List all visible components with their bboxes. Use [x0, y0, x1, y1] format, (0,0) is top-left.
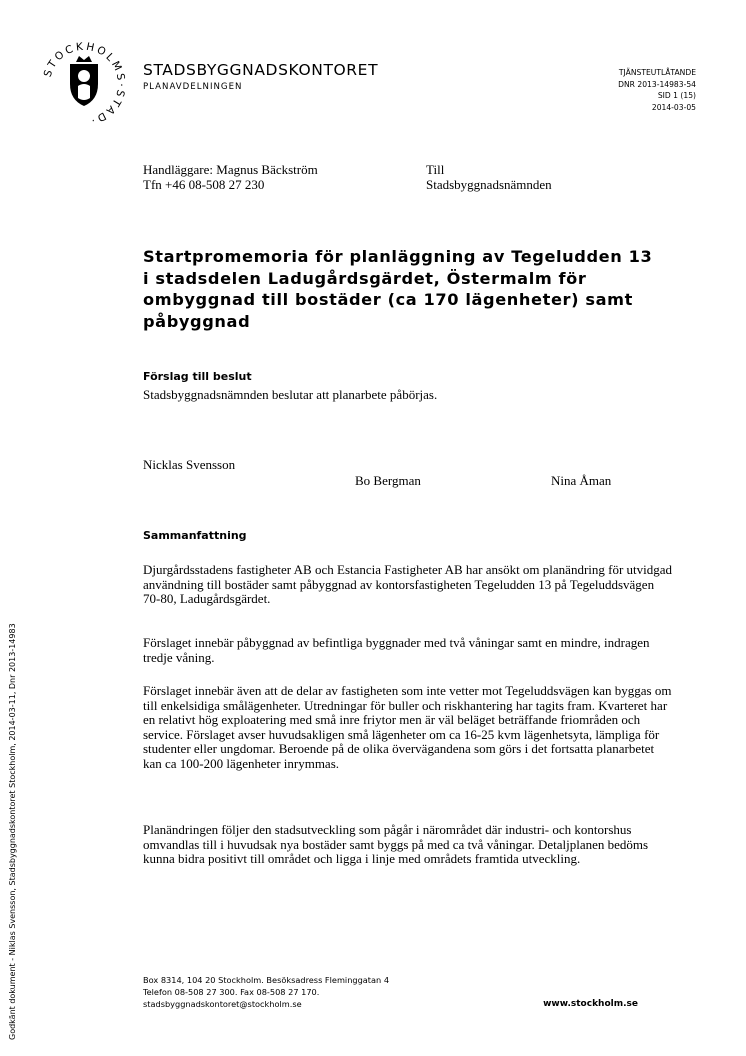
footer-phone-line: Telefon 08-508 27 300. Fax 08-508 27 170.: [143, 986, 320, 997]
page-number: SID 1 (15): [657, 91, 696, 100]
approval-note: Godkänt dokument - Niklas Svensson, Stadsbyggnadskontoret Stockholm, 2014-03-11, Dnr 2013-14983: [8, 623, 17, 1040]
document-title: Startpromemoria för planläggning av Tegeludden 13 i stadsdelen Ladugårdsgärdet, Östermalm för ombyggnad till bostäder (ca 170 lägenheter) samt påbyggnad: [143, 247, 653, 331]
office-name: STADSBYGGNADSKONTORET: [143, 61, 379, 79]
summary-paragraph: Förslaget innebär även att de delar av fastigheten som inte vetter mot Tegeluddsvägen kan byggas om till enkelsidiga smålägenheter. Utredningar för buller och riskhantering har tagits fram. Kvarteret har en relativt hög exploatering med små inre friytor men är väl beläget beträffande friområden och service. Förslaget avser huvudsakligen små lägenheter om ca 16-25 kvm lägenhetsyta, lämpliga för studenter eller ungdomar. Beroende på de olika övervägandena som görs i det fortsatta planarbetet kan ca 100-200 lägenheter inrymmas.: [143, 683, 672, 771]
stockholm-stad-logo: [40, 34, 128, 126]
decision-text: Stadsbyggnadsnämnden beslutar att planarbete påbörjas.: [143, 387, 438, 402]
doc-type: TJÄNSTEUTLÅTANDE: [618, 68, 696, 77]
footer-email: stadsbyggnadskontoret@stockholm.se: [143, 998, 302, 1009]
summary-paragraph: Förslaget innebär påbyggnad av befintliga byggnader med två våningar samt en mindre, indragen tredje våning.: [143, 635, 650, 665]
department-name: PLANAVDELNINGEN: [143, 82, 243, 92]
svg-text:STOCKHOLMS·STAD·: STOCKHOLMS·STAD·: [41, 40, 128, 126]
footer-address-line: Box 8314, 104 20 Stockholm. Besöksadress Fleminggatan 4: [143, 975, 390, 985]
signature-name: Bo Bergman: [355, 473, 421, 488]
summary-paragraph: Djurgårdsstadens fastigheter AB och Estancia Fastigheter AB har ansökt om planändring för utvidgad användning till bostäder samt påbyggnad av kontorsfastigheten Tegeludden 13 på Tegeluddsvägen 70-80, Ladugårdsgärdet.: [143, 562, 673, 607]
signature-name: Nina Åman: [551, 473, 612, 488]
decision-heading: Förslag till beslut: [143, 370, 252, 383]
handler-phone: Tfn +46 08-508 27 230: [143, 177, 265, 192]
handler: Handläggare: Magnus Bäckström: [143, 162, 318, 177]
signature-name: Nicklas Svensson: [143, 457, 236, 472]
dnr-number: DNR 2013-14983-54: [618, 79, 696, 89]
summary-heading: Sammanfattning: [143, 529, 247, 542]
summary-paragraph: Planändringen följer den stadsutveckling som pågår i närområdet där industri- och kontorshus omvandlas till i huvudsak nya bostäder samt byggs på med ca två våningar. Detaljplanen bedöms kunna bidra positivt till området och ligga i linje med områdets framtida utveckling.: [143, 822, 649, 867]
document-meta: [618, 67, 696, 113]
recipient: Stadsbyggnadsnämnden: [426, 177, 552, 192]
footer-contact: [143, 975, 389, 1010]
footer-website: www.stockholm.se: [543, 999, 638, 1009]
doc-date: 2014-03-05: [651, 102, 696, 112]
recipient-label: Till: [426, 162, 445, 177]
